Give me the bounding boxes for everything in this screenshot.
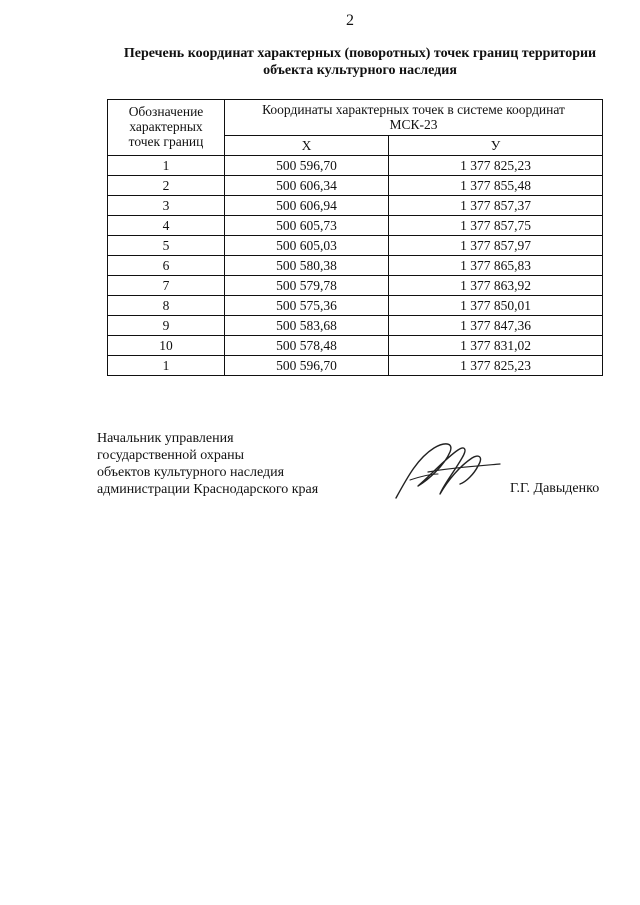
- cell-point: 8: [108, 296, 225, 316]
- cell-x: 500 605,03: [225, 236, 389, 256]
- document-title-line-1: Перечень координат характерных (поворотных) точек границ территории: [123, 46, 597, 61]
- cell-point: 6: [108, 256, 225, 276]
- signer-position: [97, 430, 318, 498]
- document-title-line-2: объекта культурного наследия: [263, 63, 457, 78]
- table-row: [108, 176, 603, 196]
- signer-position-line-1: Начальник управления: [97, 431, 234, 446]
- cell-point: 9: [108, 316, 225, 336]
- cell-y: 1 377 847,36: [389, 316, 603, 336]
- header-point-designation: [108, 100, 225, 156]
- table-row: [108, 316, 603, 336]
- header-x: X: [225, 136, 389, 156]
- cell-x: 500 606,34: [225, 176, 389, 196]
- table-row: [108, 296, 603, 316]
- page-number: 2: [346, 12, 354, 29]
- cell-x: 500 583,68: [225, 316, 389, 336]
- table-row: [108, 236, 603, 256]
- cell-x: 500 575,36: [225, 296, 389, 316]
- header-designation-line-2: характерных: [129, 119, 203, 134]
- cell-y: 1 377 857,97: [389, 236, 603, 256]
- header-system-line-1: Координаты характерных точек в системе координат: [262, 102, 565, 117]
- cell-x: 500 578,48: [225, 336, 389, 356]
- cell-y: 1 377 825,23: [389, 156, 603, 176]
- coordinates-table: [107, 99, 603, 376]
- cell-x: 500 596,70: [225, 356, 389, 376]
- cell-point: 2: [108, 176, 225, 196]
- handwritten-signature-icon: [388, 436, 503, 506]
- cell-x: 500 605,73: [225, 216, 389, 236]
- signer-position-line-4: администрации Краснодарского края: [97, 482, 319, 497]
- cell-y: 1 377 850,01: [389, 296, 603, 316]
- cell-y: 1 377 855,48: [389, 176, 603, 196]
- table-row: [108, 356, 603, 376]
- cell-point: 10: [108, 336, 225, 356]
- signer-position-line-2: государственной охраны: [97, 448, 245, 463]
- cell-x: 500 579,78: [225, 276, 389, 296]
- cell-y: 1 377 863,92: [389, 276, 603, 296]
- header-designation-line-3: точек границ: [128, 134, 204, 149]
- cell-y: 1 377 857,75: [389, 216, 603, 236]
- document-title: [80, 45, 640, 79]
- header-designation-line-1: Обозначение: [128, 104, 204, 119]
- table-row: [108, 276, 603, 296]
- cell-y: 1 377 865,83: [389, 256, 603, 276]
- cell-point: 1: [108, 156, 225, 176]
- header-system-line-2: МСК-23: [389, 117, 438, 132]
- cell-point: 4: [108, 216, 225, 236]
- cell-point: 3: [108, 196, 225, 216]
- table-row: [108, 156, 603, 176]
- table-row: [108, 336, 603, 356]
- cell-y: 1 377 825,23: [389, 356, 603, 376]
- header-y: У: [389, 136, 603, 156]
- cell-point: 1: [108, 356, 225, 376]
- cell-y: 1 377 857,37: [389, 196, 603, 216]
- cell-x: 500 596,70: [225, 156, 389, 176]
- table-row: [108, 216, 603, 236]
- table-row: [108, 256, 603, 276]
- table-row: [108, 196, 603, 216]
- cell-point: 7: [108, 276, 225, 296]
- header-coordinate-system: [225, 100, 603, 136]
- signer-name: Г.Г. Давыденко: [510, 481, 600, 496]
- cell-x: 500 580,38: [225, 256, 389, 276]
- cell-point: 5: [108, 236, 225, 256]
- cell-y: 1 377 831,02: [389, 336, 603, 356]
- signer-position-line-3: объектов культурного наследия: [97, 465, 285, 480]
- cell-x: 500 606,94: [225, 196, 389, 216]
